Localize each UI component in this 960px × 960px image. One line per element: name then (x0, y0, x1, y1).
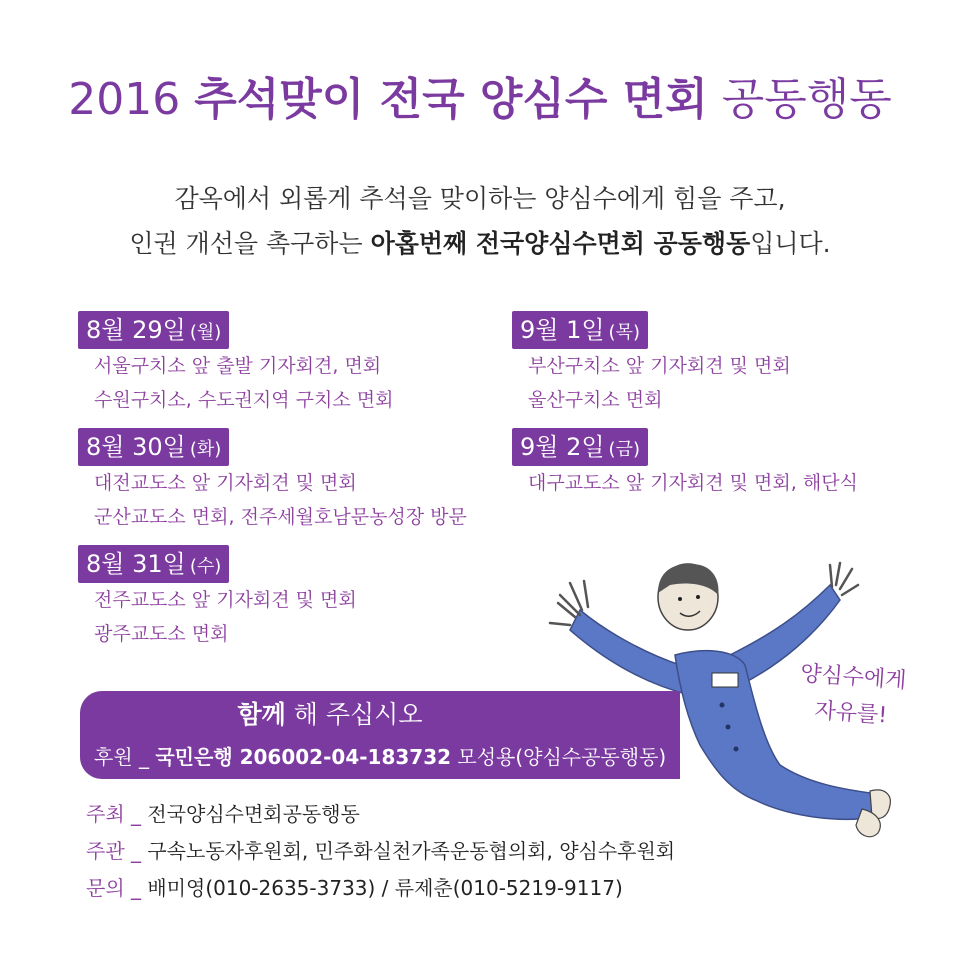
schedule-line: 대구교도소 앞 기자회견 및 면회, 해단식 (528, 472, 858, 494)
account-bank: 국민은행 (155, 745, 233, 769)
info-row-host (86, 796, 675, 833)
intro-line-2-pre: 인권 개선을 촉구하는 (129, 229, 371, 258)
schedule-date: 8월 29일 (86, 316, 186, 344)
schedule-aug-31 (78, 545, 508, 651)
intro-line-2-bold: 아홉번째 전국양심수면회 공동행동 (370, 229, 751, 258)
organizer-info (86, 796, 675, 907)
schedule-aug-30 (78, 428, 508, 534)
schedule-line: 울산구치소 면회 (528, 389, 663, 411)
schedule-line: 광주교도소 면회 (94, 623, 229, 645)
schedule-line: 전주교도소 앞 기자회견 및 면회 (94, 589, 357, 611)
info-value: 배미영(010-2635-3733) / 류제춘(010-5219-9117) (147, 876, 623, 900)
schedule-date-badge (78, 311, 229, 349)
illustration-caption (780, 655, 925, 737)
info-label: 문의 _ (86, 876, 148, 900)
title-year: 2016 (68, 74, 181, 125)
figure-eye (696, 595, 700, 599)
schedule-date: 8월 31일 (86, 550, 186, 578)
schedule-day: (수) (189, 556, 222, 577)
schedule-day: (월) (189, 322, 222, 343)
schedule-date: 9월 1일 (520, 316, 605, 344)
schedule-sep-1 (512, 311, 942, 417)
schedule-day: (목) (608, 322, 640, 343)
figure-name-tag (712, 673, 738, 687)
schedule-line: 부산구치소 앞 기자회견 및 면회 (528, 355, 791, 377)
figure-eye (678, 597, 682, 601)
schedule-day: (화) (189, 439, 222, 460)
schedule-date-badge (78, 545, 229, 583)
schedule-date-badge (78, 428, 229, 466)
schedule-line: 대전교도소 앞 기자회견 및 면회 (94, 472, 357, 494)
banner-account (94, 741, 666, 773)
banner-headline (80, 695, 580, 735)
schedule-sep-2 (512, 428, 942, 500)
title-main: 추석맞이 전국 양심수 면회 (194, 74, 708, 125)
banner-headline-bold: 함께 (237, 700, 286, 729)
figure-button (720, 703, 725, 708)
schedule-day: (금) (608, 439, 640, 460)
caption-line-2: 자유를! (813, 698, 888, 729)
info-value: 구속노동자후원회, 민주화실천가족운동협의회, 양심수후원회 (147, 839, 676, 863)
schedule-line: 서울구치소 앞 출발 기자회견, 면회 (94, 355, 382, 377)
figure-button (726, 725, 731, 730)
info-row-contact (86, 870, 675, 907)
intro-text (0, 176, 960, 266)
schedule-line: 군산교도소 면회, 전주세월호남문농성장 방문 (94, 506, 467, 528)
schedule-line: 수원구치소, 수도권지역 구치소 면회 (94, 389, 394, 411)
account-number: 206002-04-183732 (232, 745, 452, 769)
schedule-aug-29 (78, 311, 508, 417)
title-end: 공동행동 (721, 74, 892, 125)
banner-headline-rest: 해 주십시오 (285, 700, 423, 729)
intro-line-2-post: 입니다. (750, 229, 831, 258)
account-label: 후원 _ (94, 745, 156, 769)
schedule-date: 8월 30일 (86, 433, 186, 461)
figure-button (734, 747, 739, 752)
info-row-organizer (86, 833, 675, 870)
info-label: 주관 _ (86, 839, 148, 863)
intro-line-1: 감옥에서 외롭게 추석을 맞이하는 양심수에게 힘을 주고, (174, 184, 786, 213)
account-holder: 모성용(양심수공동행동) (451, 745, 667, 769)
schedule-date-badge (512, 428, 648, 466)
donation-banner (80, 691, 680, 779)
schedule-date-badge (512, 311, 648, 349)
info-label: 주최 _ (86, 802, 148, 826)
page-title (0, 70, 960, 130)
caption-line-1: 양심수에게 (799, 661, 908, 694)
info-value: 전국양심수면회공동행동 (147, 802, 360, 826)
intro-line-2 (0, 221, 960, 266)
schedule-date: 9월 2일 (520, 433, 605, 461)
